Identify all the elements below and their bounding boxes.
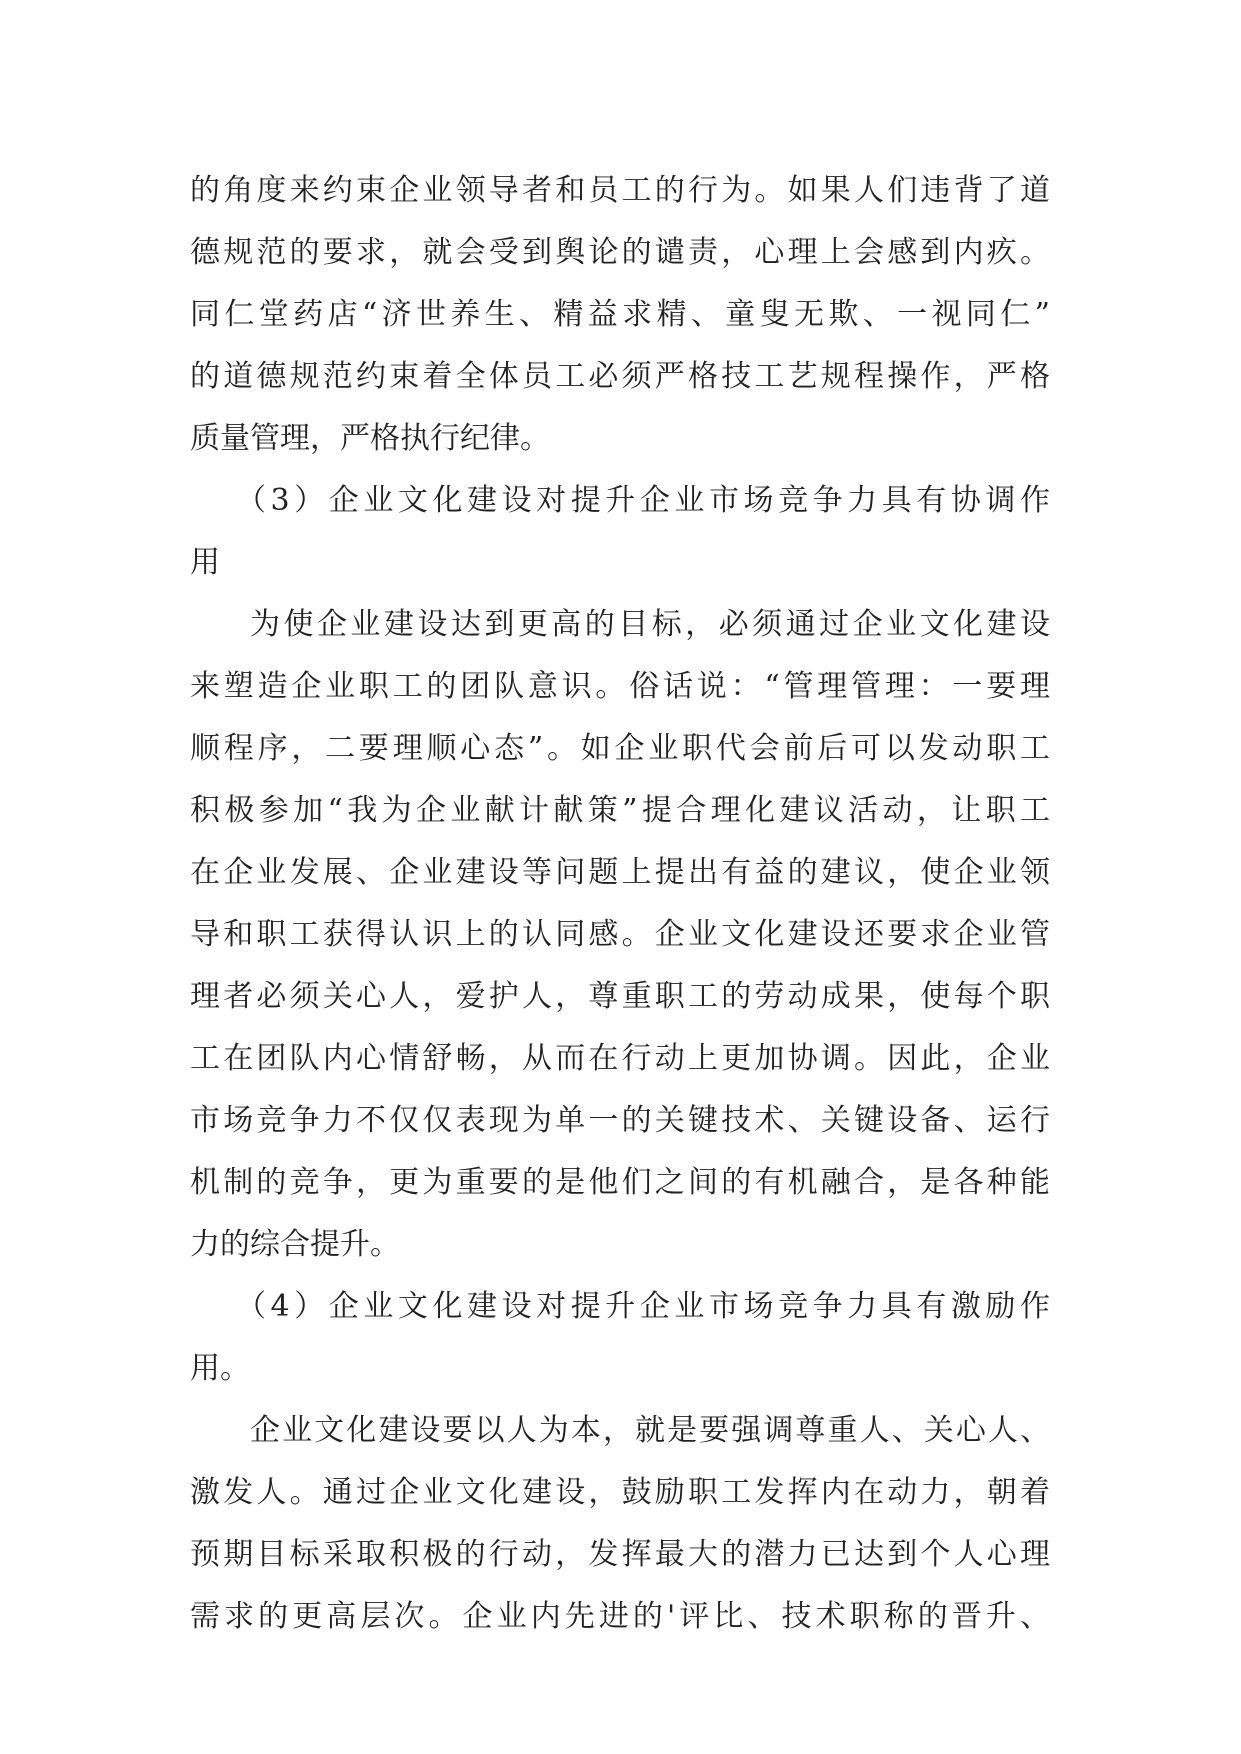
- text-line: 德规范的要求，就会受到舆论的谴责，心理上会感到内疚。: [190, 235, 1050, 270]
- body-text: [190, 160, 1050, 1648]
- text-line: 市场竞争力不仅仅表现为单一的关键技术、关键设备、运行: [190, 1103, 1050, 1138]
- text-line: 的角度来约束企业领导者和员工的行为。如果人们违背了道: [190, 173, 1050, 208]
- text-line: 用。: [190, 1351, 250, 1386]
- text-line: 力的综合提升。: [190, 1227, 400, 1262]
- section-heading: [190, 470, 1050, 532]
- paragraph: [190, 160, 1050, 470]
- text-line: 需求的更高层次。企业内先进的'评比、技术职称的晋升、: [190, 1599, 1050, 1634]
- text-line: 质量管理，严格执行纪律。: [190, 421, 550, 456]
- section-heading-continued: [190, 1338, 1050, 1400]
- text-line: 激发人。通过企业文化建设，鼓励职工发挥内在动力，朝着: [190, 1475, 1050, 1510]
- text-line: 理者必须关心人，爱护人，尊重职工的劳动成果，使每个职: [190, 979, 1050, 1014]
- text-line: 机制的竞争，更为重要的是他们之间的有机融合，是各种能: [190, 1165, 1050, 1200]
- text-line: 工在团队内心情舒畅，从而在行动上更加协调。因此，企业: [190, 1041, 1050, 1076]
- text-line: （4）企业文化建设对提升企业市场竞争力具有激励作: [236, 1289, 1050, 1324]
- text-line: 为使企业建设达到更高的目标，必须通过企业文化建设: [250, 607, 1050, 642]
- text-line: 企业文化建设要以人为本，就是要强调尊重人、关心人、: [250, 1413, 1050, 1448]
- text-line: 同仁堂药店“济世养生、精益求精、童叟无欺、一视同仁”: [190, 297, 1050, 332]
- section-heading-continued: [190, 532, 1050, 594]
- paragraph: [190, 594, 1050, 1276]
- text-line: 预期目标采取积极的行动，发挥最大的潜力已达到个人心理: [190, 1537, 1050, 1572]
- text-line: 顺程序，二要理顺心态”。如企业职代会前后可以发动职工: [190, 731, 1050, 766]
- text-line: 导和职工获得认识上的认同感。企业文化建设还要求企业管: [190, 917, 1050, 952]
- text-line: 用: [190, 545, 220, 580]
- section-heading: [190, 1276, 1050, 1338]
- text-line: 在企业发展、企业建设等问题上提出有益的建议，使企业领: [190, 855, 1050, 890]
- text-line: 的道德规范约束着全体员工必须严格技工艺规程操作，严格: [190, 359, 1050, 394]
- text-line: 积极参加“我为企业献计献策”提合理化建议活动，让职工: [190, 793, 1050, 828]
- paragraph: [190, 1400, 1050, 1648]
- text-line: 来塑造企业职工的团队意识。俗话说：“管理管理：一要理: [190, 669, 1050, 704]
- text-line: （3）企业文化建设对提升企业市场竞争力具有协调作: [236, 483, 1050, 518]
